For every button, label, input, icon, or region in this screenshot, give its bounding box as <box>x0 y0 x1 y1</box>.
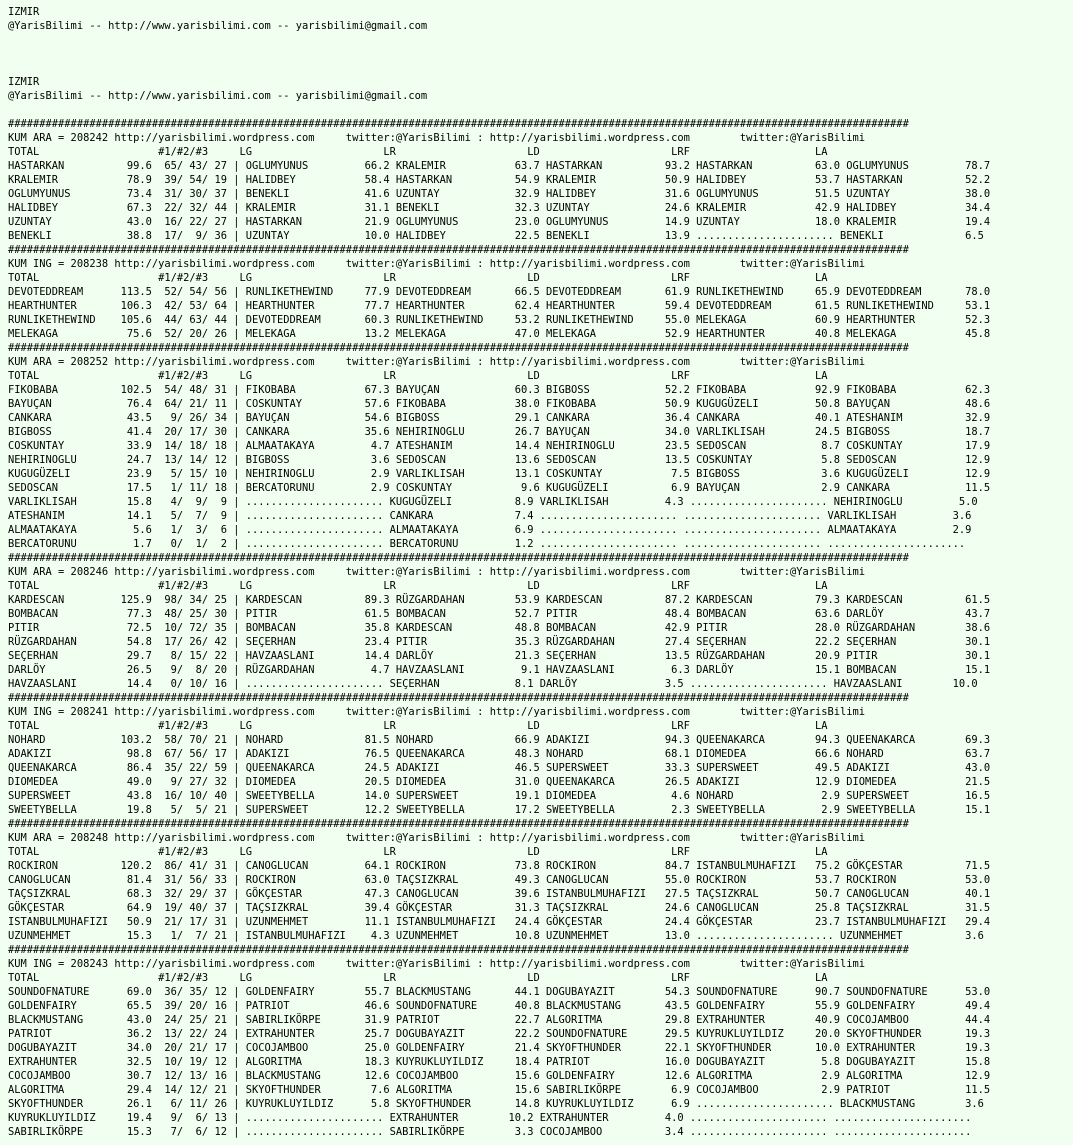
table-row: DOGUBAYAZIT 34.0 20/ 21/ 17 | COCOJAMBOO 25.0 GOLDENFAIRY 21.4 SKYOFTHUNDER 22.1 SKYOFTHUNDER 10.0 EXTRAHUNTER 19.3 <box>8 1042 991 1054</box>
table-row: NEHIRINOGLU 24.7 13/ 14/ 12 | BIGBOSS 3.6 SEDOSCAN 13.6 SEDOSCAN 13.5 COSKUNTAY 5.8 SEDOSCAN 12.9 <box>8 454 991 466</box>
table-row: UZUNTAY 43.0 16/ 22/ 27 | HASTARKAN 21.9 OGLUMYUNUS 23.0 OGLUMYUNUS 14.9 UZUNTAY 18.0 KRALEMIR 19.4 <box>8 216 991 228</box>
table-row: ALMAATAKAYA 5.6 1/ 3/ 6 | ...................... ALMAATAKAYA 6.9 ...................... ...................... ALMAATAKAYA 2.9 <box>8 524 972 536</box>
table-row: ADAKIZI 98.8 67/ 56/ 17 | ADAKIZI 76.5 QUEENAKARCA 48.3 NOHARD 68.1 DIOMEDEA 66.6 NOHARD 63.7 <box>8 748 991 760</box>
section-separator: ################################################################################################################################################ <box>8 552 909 564</box>
table-row: PITIR 72.5 10/ 72/ 35 | BOMBACAN 35.8 KARDESCAN 48.8 BOMBACAN 42.9 PITIR 28.0 RÜZGARDAHAN 38.6 <box>8 622 991 634</box>
table-row: MELEKAGA 75.6 52/ 20/ 26 | MELEKAGA 13.2 MELEKAGA 47.0 MELEKAGA 52.9 HEARTHUNTER 40.8 MELEKAGA 45.8 <box>8 328 991 340</box>
section-separator: ################################################################################################################################################ <box>8 244 909 256</box>
table-row: FIKOBABA 102.5 54/ 48/ 31 | FIKOBABA 67.3 BAYUÇAN 60.3 BIGBOSS 52.2 FIKOBABA 92.9 FIKOBABA 62.3 <box>8 384 991 396</box>
race-header: KUM ING = 208238 http://yarisbilimi.wordpress.com twitter:@YarisBilimi : http://yarisbilimi.wordpress.com twitter:@YarisBilimi <box>8 258 866 270</box>
race-header: KUM ING = 208241 http://yarisbilimi.wordpress.com twitter:@YarisBilimi : http://yarisbilimi.wordpress.com twitter:@YarisBilimi <box>8 706 866 718</box>
section-separator: ################################################################################################################################################ <box>8 944 909 956</box>
table-row: HEARTHUNTER 106.3 42/ 53/ 64 | HEARTHUNTER 77.7 HEARTHUNTER 62.4 HEARTHUNTER 59.4 DEVOTEDDREAM 61.5 RUNLIKETHEWIND 53.1 <box>8 300 991 312</box>
table-row: HASTARKAN 99.6 65/ 43/ 27 | OGLUMYUNUS 66.2 KRALEMIR 63.7 HASTARKAN 93.2 HASTARKAN 63.0 OGLUMYUNUS 78.7 <box>8 160 991 172</box>
table-row: SEÇERHAN 29.7 8/ 15/ 22 | HAVZAASLANI 14.4 DARLÖY 21.3 SEÇERHAN 13.5 RÜZGARDAHAN 20.9 PITIR 30.1 <box>8 650 991 662</box>
column-header: TOTAL #1/#2/#3 LG LR LD LRF LA <box>8 972 828 984</box>
table-row: NOHARD 103.2 58/ 70/ 21 | NOHARD 81.5 NOHARD 66.9 ADAKIZI 94.3 QUEENAKARCA 94.3 QUEENAKARCA 69.3 <box>8 734 991 746</box>
table-row: GÖKÇESTAR 64.9 19/ 40/ 37 | TAÇSIZKRAL 39.4 GÖKÇESTAR 31.3 TAÇSIZKRAL 24.6 CANOGLUCAN 25.8 TAÇSIZKRAL 31.5 <box>8 902 991 914</box>
table-row: KRALEMIR 78.9 39/ 54/ 19 | HALIDBEY 58.4 HASTARKAN 54.9 KRALEMIR 50.9 HALIDBEY 53.7 HASTARKAN 52.2 <box>8 174 991 186</box>
table-row: HAVZAASLANI 14.4 0/ 10/ 16 | ...................... SEÇERHAN 8.1 DARLÖY 3.5 ...................... HAVZAASLANI 10.0 <box>8 678 978 690</box>
table-row: ISTANBULMUHAFIZI 50.9 21/ 17/ 31 | UZUNMEHMET 11.1 ISTANBULMUHAFIZI 24.4 GÖKÇESTAR 24.4 GÖKÇESTAR 23.7 ISTANBULMUHAFIZI 29.4 <box>8 916 991 928</box>
column-header: TOTAL #1/#2/#3 LG LR LD LRF LA <box>8 272 828 284</box>
table-row: BOMBACAN 77.3 48/ 25/ 30 | PITIR 61.5 BOMBACAN 52.7 PITIR 48.4 BOMBACAN 63.6 DARLÖY 43.7 <box>8 608 991 620</box>
table-row: BERCATORUNU 1.7 0/ 1/ 2 | ...................... BERCATORUNU 1.2 ...................... ...................... ...................... <box>8 538 966 550</box>
table-row: COCOJAMBOO 30.7 12/ 13/ 16 | BLACKMUSTANG 12.6 COCOJAMBOO 15.6 GOLDENFAIRY 12.6 ALGORITMA 2.9 ALGORITMA 12.9 <box>8 1070 991 1082</box>
table-row: ALGORITMA 29.4 14/ 12/ 21 | SKYOFTHUNDER 7.6 ALGORITMA 15.6 SABIRLIKÖRPE 6.9 COCOJAMBOO 2.9 PATRIOT 11.5 <box>8 1084 991 1096</box>
header-contact: @YarisBilimi -- http://www.yarisbilimi.com -- yarisbilimi@gmail.com <box>8 90 428 102</box>
table-row: SOUNDOFNATURE 69.0 36/ 35/ 12 | GOLDENFAIRY 55.7 BLACKMUSTANG 44.1 DOGUBAYAZIT 54.3 SOUNDOFNATURE 90.7 SOUNDOFNATURE 53.0 <box>8 986 991 998</box>
table-row: BENEKLI 38.8 17/ 9/ 36 | UZUNTAY 10.0 HALIDBEY 22.5 BENEKLI 13.9 ...................... BENEKLI 6.5 <box>8 230 984 242</box>
table-row: UZUNMEHMET 15.3 1/ 7/ 21 | ISTANBULMUHAFIZI 4.3 UZUNMEHMET 10.8 UZUNMEHMET 13.0 ...................... UZUNMEHMET 3.6 <box>8 930 984 942</box>
table-row: SEDOSCAN 17.5 1/ 11/ 18 | BERCATORUNU 2.9 COSKUNTAY 9.6 KUGUGÜZELI 6.9 BAYUÇAN 2.9 CANKARA 11.5 <box>8 482 991 494</box>
table-row: DIOMEDEA 49.0 9/ 27/ 32 | DIOMEDEA 20.5 DIOMEDEA 31.0 QUEENAKARCA 26.5 ADAKIZI 12.9 DIOMEDEA 21.5 <box>8 776 991 788</box>
table-row: ROCKIRON 120.2 86/ 41/ 31 | CANOGLUCAN 64.1 ROCKIRON 73.8 ROCKIRON 84.7 ISTANBULMUHAFIZI 75.2 GÖKÇESTAR 71.5 <box>8 860 991 872</box>
table-row: SWEETYBELLA 19.8 5/ 5/ 21 | SUPERSWEET 12.2 SWEETYBELLA 17.2 SWEETYBELLA 2.3 SWEETYBELLA 2.9 SWEETYBELLA 15.1 <box>8 804 991 816</box>
table-row: CANOGLUCAN 81.4 31/ 56/ 33 | ROCKIRON 63.0 TAÇSIZKRAL 49.3 CANOGLUCAN 55.0 ROCKIRON 53.7 ROCKIRON 53.0 <box>8 874 991 886</box>
table-row: QUEENAKARCA 86.4 35/ 22/ 59 | QUEENAKARCA 24.5 ADAKIZI 46.5 SUPERSWEET 33.3 SUPERSWEET 49.5 ADAKIZI 43.0 <box>8 762 991 774</box>
column-header: TOTAL #1/#2/#3 LG LR LD LRF LA <box>8 146 828 158</box>
table-row: RÜZGARDAHAN 54.8 17/ 26/ 42 | SEÇERHAN 23.4 PITIR 35.3 RÜZGARDAHAN 27.4 SEÇERHAN 22.2 SEÇERHAN 30.1 <box>8 636 991 648</box>
race-header: KUM ARA = 208248 http://yarisbilimi.wordpress.com twitter:@YarisBilimi : http://yarisbilimi.wordpress.com twitter:@YarisBilimi <box>8 832 866 844</box>
table-row: SKYOFTHUNDER 26.1 6/ 11/ 26 | KUYRUKLUYILDIZ 5.8 SKYOFTHUNDER 14.8 KUYRUKLUYILDIZ 6.9 ...................... BLACKMUSTANG 3.6 <box>8 1098 984 1110</box>
table-row: CANKARA 43.5 9/ 26/ 34 | BAYUÇAN 54.6 BIGBOSS 29.1 CANKARA 36.4 CANKARA 40.1 ATESHANIM 32.9 <box>8 412 991 424</box>
section-separator: ################################################################################################################################################ <box>8 818 909 830</box>
table-row: KARDESCAN 125.9 98/ 34/ 25 | KARDESCAN 89.3 RÜZGARDAHAN 53.9 KARDESCAN 87.2 KARDESCAN 79.3 KARDESCAN 61.5 <box>8 594 991 606</box>
race-header: KUM ING = 208243 http://yarisbilimi.wordpress.com twitter:@YarisBilimi : http://yarisbilimi.wordpress.com twitter:@YarisBilimi <box>8 958 866 970</box>
section-separator: ################################################################################################################################################ <box>8 692 909 704</box>
table-row: KUYRUKLUYILDIZ 19.4 9/ 6/ 13 | ...................... EXTRAHUNTER 10.2 EXTRAHUNTER 4.0 ...................... ...................... <box>8 1112 972 1124</box>
table-row: BIGBOSS 41.4 20/ 17/ 30 | CANKARA 35.6 NEHIRINOGLU 26.7 BAYUÇAN 34.0 VARLIKLISAH 24.5 BIGBOSS 18.7 <box>8 426 991 438</box>
table-row: SABIRLIKÖRPE 15.3 7/ 6/ 12 | ...................... SABIRLIKÖRPE 3.3 COCOJAMBOO 3.4 ...................... ...................... <box>8 1126 972 1138</box>
race-header: KUM ARA = 208246 http://yarisbilimi.wordpress.com twitter:@YarisBilimi : http://yarisbilimi.wordpress.com twitter:@YarisBilimi <box>8 566 866 578</box>
column-header: TOTAL #1/#2/#3 LG LR LD LRF LA <box>8 580 828 592</box>
table-row: TAÇSIZKRAL 68.3 32/ 29/ 37 | GÖKÇESTAR 47.3 CANOGLUCAN 39.6 ISTANBULMUHAFIZI 27.5 TAÇSIZKRAL 50.7 CANOGLUCAN 40.1 <box>8 888 991 900</box>
table-row: RUNLIKETHEWIND 105.6 44/ 63/ 44 | DEVOTEDDREAM 60.3 RUNLIKETHEWIND 53.2 RUNLIKETHEWIND 55.0 MELEKAGA 60.9 HEARTHUNTER 52.3 <box>8 314 991 326</box>
race-sections <box>8 118 990 1138</box>
header-title: IZMIR <box>8 6 40 18</box>
table-row: VARLIKLISAH 15.8 4/ 9/ 9 | ...................... KUGUGÜZELI 8.9 VARLIKLISAH 4.3 ...................... NEHIRINOGLU 5.0 <box>8 496 978 508</box>
table-row: BAYUÇAN 76.4 64/ 21/ 11 | COSKUNTAY 57.6 FIKOBABA 38.0 FIKOBABA 50.9 KUGUGÜZELI 50.8 BAYUÇAN 48.6 <box>8 398 991 410</box>
table-row: DARLÖY 26.5 9/ 8/ 20 | RÜZGARDAHAN 4.7 HAVZAASLANI 9.1 HAVZAASLANI 6.3 DARLÖY 15.1 BOMBACAN 15.1 <box>8 664 991 676</box>
header-contact: @YarisBilimi -- http://www.yarisbilimi.com -- yarisbilimi@gmail.com <box>8 20 428 32</box>
table-row: BLACKMUSTANG 43.0 24/ 25/ 21 | SABIRLIKÖRPE 31.9 PATRIOT 22.7 ALGORITMA 29.8 EXTRAHUNTER 40.9 COCOJAMBOO 44.4 <box>8 1014 991 1026</box>
table-row: ATESHANIM 14.1 5/ 7/ 9 | ...................... CANKARA 7.4 ...................... ...................... VARLIKLISAH 3.6 <box>8 510 972 522</box>
table-row: COSKUNTAY 33.9 14/ 18/ 18 | ALMAATAKAYA 4.7 ATESHANIM 14.4 NEHIRINOGLU 23.5 SEDOSCAN 8.7 COSKUNTAY 17.9 <box>8 440 991 452</box>
column-header: TOTAL #1/#2/#3 LG LR LD LRF LA <box>8 846 828 858</box>
column-header: TOTAL #1/#2/#3 LG LR LD LRF LA <box>8 370 828 382</box>
table-row: SUPERSWEET 43.8 16/ 10/ 40 | SWEETYBELLA 14.0 SUPERSWEET 19.1 DIOMEDEA 4.6 NOHARD 2.9 SUPERSWEET 16.5 <box>8 790 991 802</box>
table-row: OGLUMYUNUS 73.4 31/ 30/ 37 | BENEKLI 41.6 UZUNTAY 32.9 HALIDBEY 31.6 OGLUMYUNUS 51.5 UZUNTAY 38.0 <box>8 188 991 200</box>
column-header: TOTAL #1/#2/#3 LG LR LD LRF LA <box>8 720 828 732</box>
race-header: KUM ARA = 208252 http://yarisbilimi.wordpress.com twitter:@YarisBilimi : http://yarisbilimi.wordpress.com twitter:@YarisBilimi <box>8 356 866 368</box>
section-separator: ################################################################################################################################################ <box>8 342 909 354</box>
table-row: DEVOTEDDREAM 113.5 52/ 54/ 56 | RUNLIKETHEWIND 77.9 DEVOTEDDREAM 66.5 DEVOTEDDREAM 61.9 RUNLIKETHEWIND 65.9 DEVOTEDDREAM 78.0 <box>8 286 991 298</box>
header-title: IZMIR <box>8 76 40 88</box>
table-row: HALIDBEY 67.3 22/ 32/ 44 | KRALEMIR 31.1 BENEKLI 32.3 UZUNTAY 24.6 KRALEMIR 42.9 HALIDBEY 34.4 <box>8 202 991 214</box>
section-separator: ################################################################################################################################################ <box>8 118 909 130</box>
table-row: KUGUGÜZELI 23.9 5/ 15/ 10 | NEHIRINOGLU 2.9 VARLIKLISAH 13.1 COSKUNTAY 7.5 BIGBOSS 3.6 KUGUGÜZELI 12.9 <box>8 468 991 480</box>
table-row: EXTRAHUNTER 32.5 10/ 19/ 12 | ALGORITMA 18.3 KUYRUKLUYILDIZ 18.4 PATRIOT 16.0 DOGUBAYAZIT 5.8 DOGUBAYAZIT 15.8 <box>8 1056 991 1068</box>
table-row: GOLDENFAIRY 65.5 39/ 20/ 16 | PATRIOT 46.6 SOUNDOFNATURE 40.8 BLACKMUSTANG 43.5 GOLDENFAIRY 55.9 GOLDENFAIRY 49.4 <box>8 1000 991 1012</box>
table-row: PATRIOT 36.2 13/ 22/ 24 | EXTRAHUNTER 25.7 DOGUBAYAZIT 22.2 SOUNDOFNATURE 29.5 KUYRUKLUYILDIZ 20.0 SKYOFTHUNDER 19.3 <box>8 1028 991 1040</box>
race-header: KUM ARA = 208242 http://yarisbilimi.wordpress.com twitter:@YarisBilimi : http://yarisbilimi.wordpress.com twitter:@YarisBilimi <box>8 132 866 144</box>
